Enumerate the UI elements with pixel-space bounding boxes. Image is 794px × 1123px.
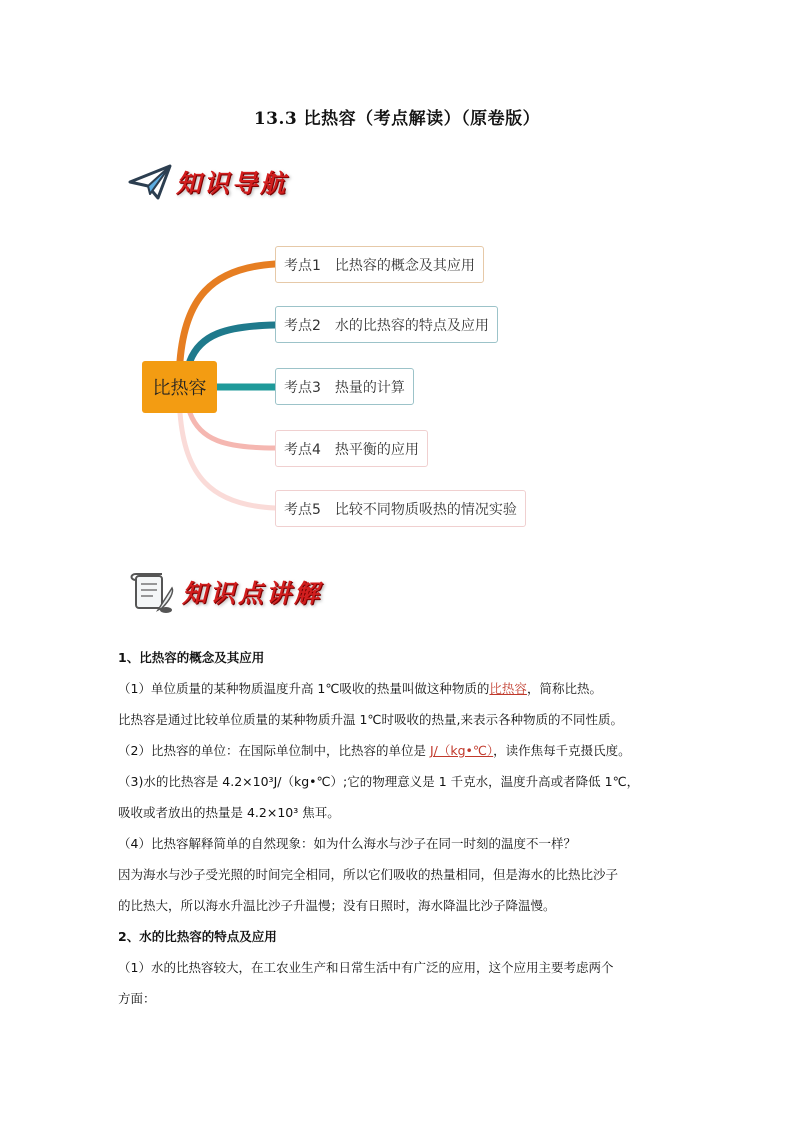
paragraph: 的比热大，所以海水升温比沙子升温慢；没有日照时，海水降温比沙子降温慢。 <box>118 898 556 913</box>
paragraph: （2）比热容的单位：在国际单位制中，比热容的单位是 J/（kg•℃），读作焦每千克摄氏度。 <box>118 743 631 758</box>
paragraph: 比热容是通过比较单位质量的某种物质升温 1℃时吸收的热量,来表示各种物质的不同性质。 <box>118 712 623 727</box>
node-number: 考点5 <box>284 501 321 518</box>
node-number: 考点1 <box>284 257 321 274</box>
paragraph: 因为海水与沙子受光照的时间完全相同，所以它们吸收的热量相同，但是海水的比热比沙子 <box>118 867 619 882</box>
mindmap-center-node: 比热容 <box>142 361 217 413</box>
mindmap-node-2 <box>275 306 498 343</box>
node-label: 比较不同物质吸热的情况实验 <box>334 501 517 518</box>
page-title: 13.3 比热容（考点解读）（原卷版） <box>253 109 541 129</box>
paragraph: （1）单位质量的某种物质温度升高 1℃吸收的热量叫做这种物质的比热容，简称比热。 <box>118 681 602 696</box>
scroll-quill-icon <box>128 570 176 614</box>
node-number: 考点4 <box>284 441 321 458</box>
banner-title: 知识点讲解 <box>182 579 323 608</box>
highlight-term: 比热容 <box>489 681 527 696</box>
mindmap-node-1 <box>275 246 484 283</box>
knowledge-nav-banner <box>128 160 288 204</box>
mindmap-node-4 <box>275 430 428 467</box>
knowledge-explain-banner <box>128 570 322 614</box>
node-label: 热平衡的应用 <box>334 441 419 458</box>
highlight-unit: J/（kg•℃） <box>429 743 494 758</box>
paragraph: （1）水的比热容较大，在工农业生产和日常生活中有广泛的应用，这个应用主要考虑两个 <box>118 960 614 975</box>
mindmap-node-5 <box>275 490 526 527</box>
paragraph: （4）比热容解释简单的自然现象：如为什么海水与沙子在同一时刻的温度不一样？ <box>118 836 576 851</box>
banner-title: 知识导航 <box>176 169 289 198</box>
paragraph: 方面： <box>118 991 156 1006</box>
node-number: 考点3 <box>284 379 321 396</box>
paper-plane-icon <box>128 162 172 202</box>
node-label: 热量的计算 <box>334 379 405 396</box>
document-body <box>118 642 698 1014</box>
paragraph: 吸收或者放出的热量是 4.2×10³ 焦耳。 <box>118 805 340 820</box>
section-heading: 1、比热容的概念及其应用 <box>118 650 265 665</box>
paragraph: （3)水的比热容是 4.2×10³J/（kg•℃）;它的物理意义是 1 千克水，温度升高或者降低 1℃， <box>118 774 640 789</box>
node-number: 考点2 <box>284 317 321 334</box>
section-heading: 2、水的比热容的特点及应用 <box>118 929 277 944</box>
node-label: 水的比热容的特点及应用 <box>334 317 489 334</box>
node-label: 比热容的概念及其应用 <box>334 257 475 274</box>
mindmap-node-3 <box>275 368 414 405</box>
